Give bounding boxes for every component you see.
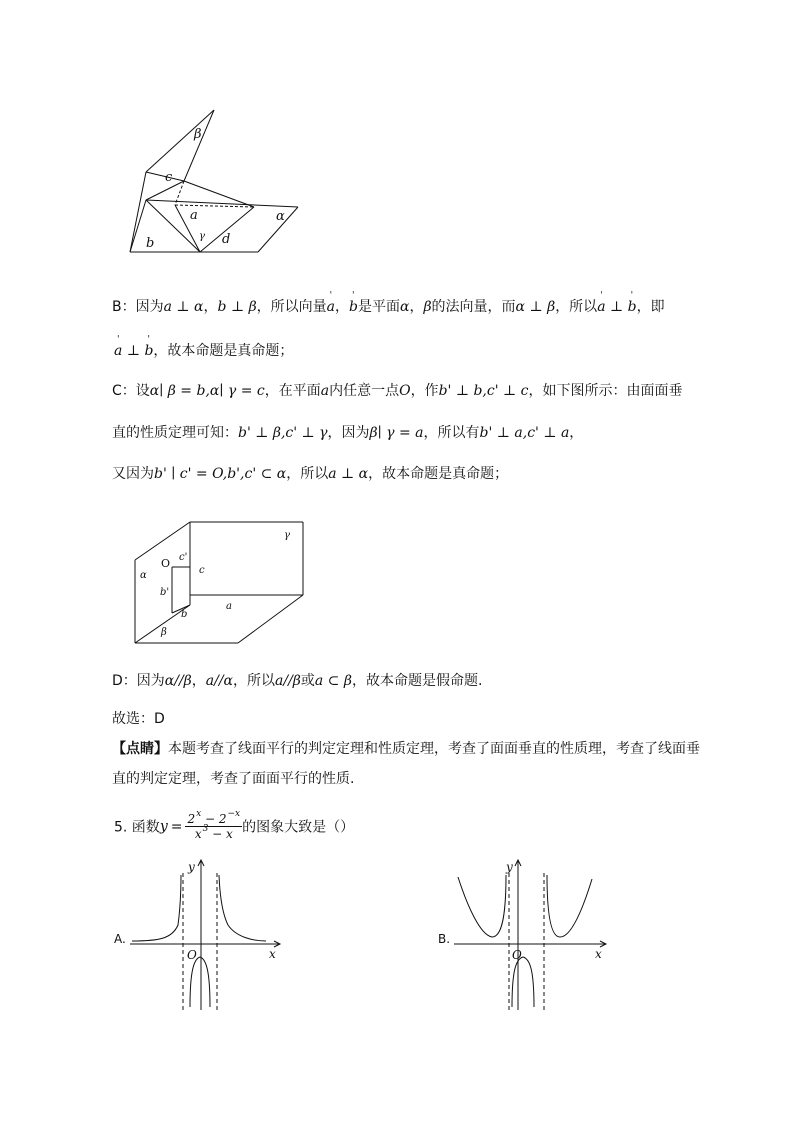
curve-right [219, 875, 266, 941]
line-b [130, 200, 146, 252]
label-c: c [199, 565, 205, 576]
label-b: b [181, 609, 188, 620]
option-a-graph[interactable] [128, 855, 288, 1015]
paragraph-d: D：因为α//β，a//α，所以a//β或a ⊂ β，故本命题是假命题. [112, 673, 483, 689]
paragraph-c-line3: 又因为b' ∣ c' = O,b',c' ⊂ α，所以a ⊥ α，故本命题是真命题； [112, 466, 509, 482]
curve-left [132, 875, 181, 941]
label-d: d [222, 232, 231, 247]
figure-planes-2 [128, 515, 313, 650]
label-gamma: γ [199, 231, 205, 242]
label-b: b [146, 236, 155, 251]
label-beta: β [194, 127, 202, 142]
question-5: 5. 函数y = $\frac{2^x - 2^{-x}}{x^3 - x}$ 的图象大致是（） [114, 809, 355, 841]
paragraph-b-line2: ' a ⊥ ' b，故本命题是真命题； [114, 335, 294, 359]
dashed-line [175, 205, 254, 207]
paragraph-c-line1: C：设α∣ β = b,α∣ γ = c，在平面a内任意一点O，作b' ⊥ b,c' ⊥ c，如下图所示：由面面垂 [112, 383, 683, 399]
plane-beta-edge [238, 595, 303, 643]
paragraph-b-line1: B：因为a ⊥ α，b ⊥ β，所以向量 ' a， ' b是平面α，β的法向量，而α ⊥ β，所以 ' a ⊥ ' b，即 [112, 291, 665, 315]
figure-planes-1 [120, 100, 310, 260]
axis-label-x: x [595, 947, 602, 961]
label-a: a [190, 208, 198, 223]
axis-label-y: y [506, 860, 513, 874]
label-c: c [165, 170, 173, 185]
option-b-label[interactable]: B. [438, 932, 451, 946]
axis-label-x: x [269, 947, 276, 961]
fraction: $\frac{2^x - 2^{-x}}{x^3 - x}$ [187, 809, 241, 841]
label-a: a [226, 601, 232, 612]
label-beta: β [161, 627, 167, 638]
curve-left [458, 875, 506, 937]
curve-right [547, 875, 592, 937]
label-alpha: α [140, 570, 147, 581]
curve-middle [512, 957, 534, 1007]
origin-label: O [512, 948, 522, 962]
label-b-prime: b' [160, 587, 170, 598]
label-gamma: γ [284, 530, 290, 541]
comment-line1: 【点睛】本题考查了线面平行的判定定理和性质定理，考查了面面垂直的性质理，考查了线面垂 [112, 741, 700, 757]
axis-label-y: y [188, 860, 195, 874]
label-alpha: α [276, 209, 285, 224]
plane-beta-edge [184, 110, 214, 181]
plane-beta-edge [130, 172, 146, 252]
option-a-label[interactable]: A. [114, 932, 126, 946]
paragraph-c-line2: 直的性质定理可知：b' ⊥ β,c' ⊥ γ，因为β∣ γ = a，所以有b' ⊥ a,c' ⊥ a， [112, 425, 584, 441]
answer-line: 故选：D [112, 711, 165, 727]
plane-beta-edge [146, 110, 214, 172]
label-O: O [161, 557, 171, 570]
origin-label: O [187, 948, 197, 962]
comment-line2: 直的判定定理，考查了面面平行的性质. [112, 771, 355, 787]
option-b-graph[interactable] [452, 855, 612, 1015]
curve-middle [190, 957, 210, 1007]
label-c-prime: c' [179, 552, 188, 563]
